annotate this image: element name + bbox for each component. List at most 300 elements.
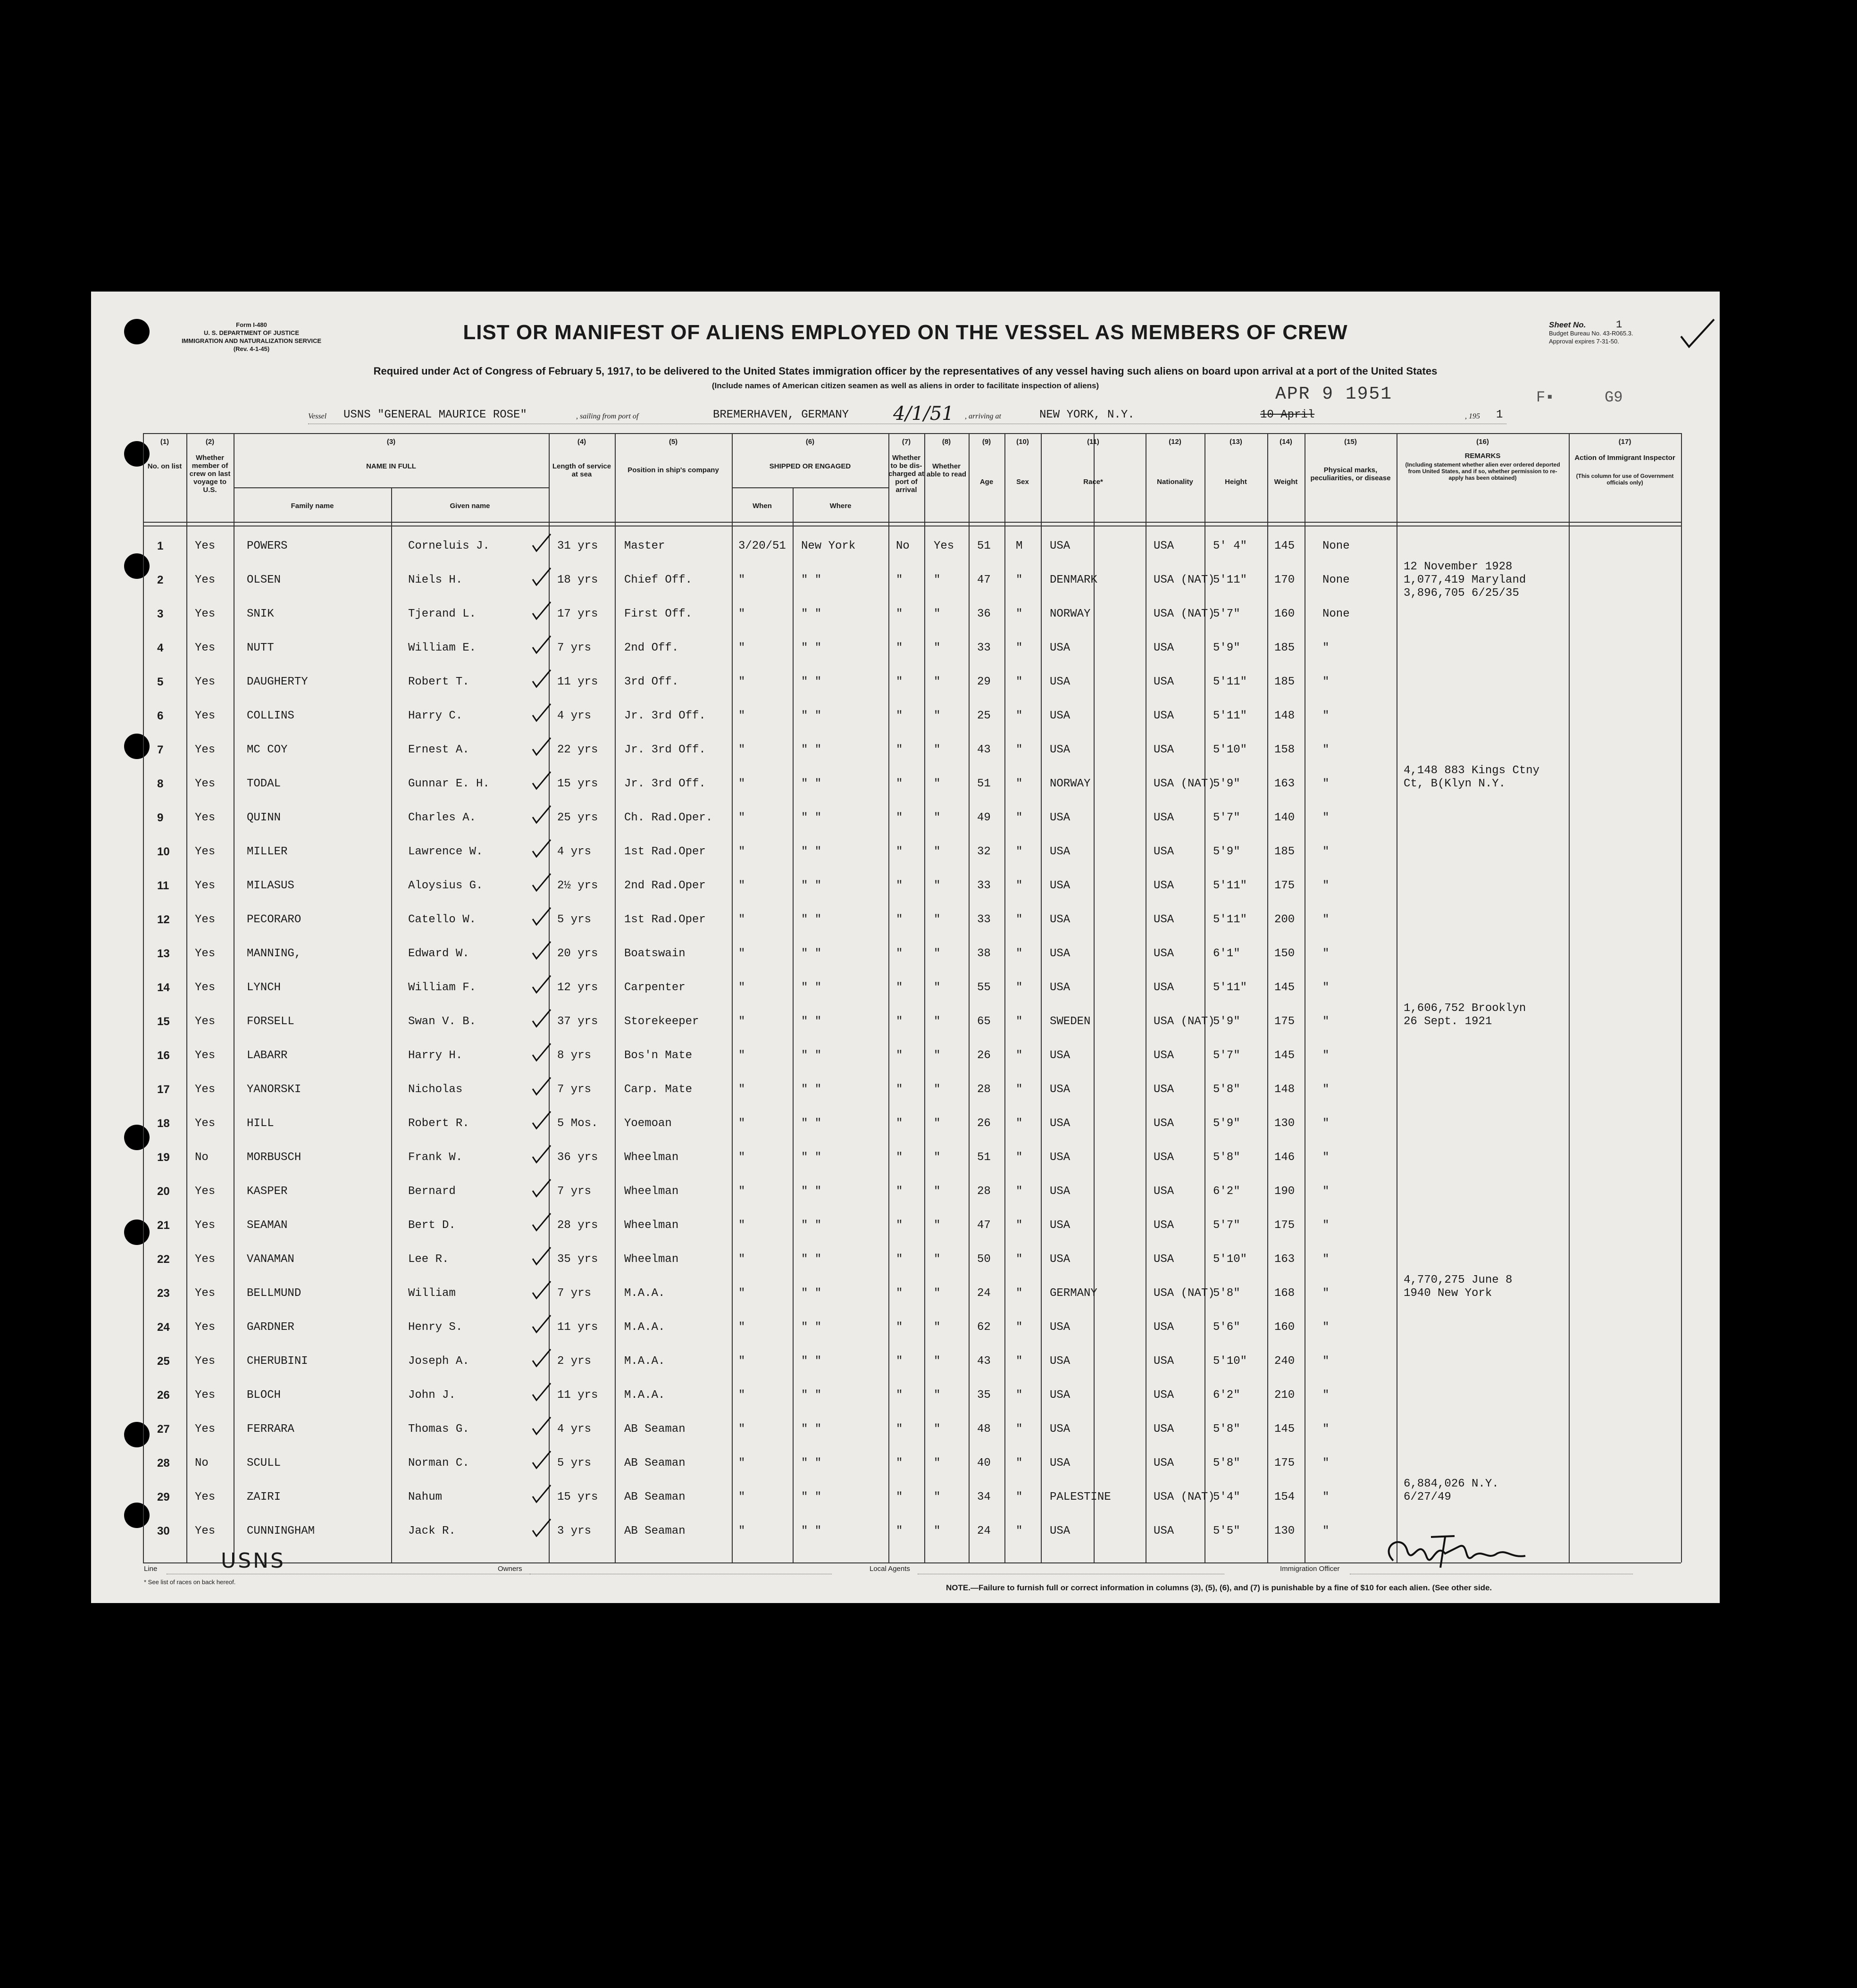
age-cell: 38	[977, 947, 991, 960]
weight-cell: 170	[1274, 574, 1295, 586]
check-mark-icon	[531, 1075, 552, 1096]
table-row	[143, 665, 1681, 698]
check-mark-icon	[531, 905, 552, 927]
position-cell: Jr. 3rd Off.	[624, 710, 706, 722]
row-number: 15	[157, 1015, 170, 1028]
when-cell: "	[738, 642, 745, 654]
check-mark-icon	[531, 1516, 552, 1538]
table-row	[143, 733, 1681, 766]
service-cell: 12 yrs	[557, 981, 598, 994]
nationality-cell: USA	[1154, 540, 1174, 552]
col-num-13: (13)	[1230, 438, 1242, 446]
race-cell: USA	[1050, 642, 1071, 654]
physical-marks-cell: "	[1322, 1151, 1330, 1164]
col-num-4: (4)	[577, 438, 586, 446]
col-num-10: (10)	[1016, 438, 1029, 446]
height-cell: 5'11"	[1213, 676, 1247, 688]
when-cell: "	[738, 777, 745, 790]
position-cell: M.A.A.	[624, 1389, 665, 1402]
where-cell: " "	[801, 981, 822, 994]
row-number: 5	[157, 676, 164, 688]
age-cell: 24	[977, 1525, 991, 1537]
physical-marks-cell: "	[1322, 811, 1330, 824]
check-mark-icon	[531, 973, 552, 994]
nationality-cell: USA	[1154, 1185, 1174, 1198]
given-name-cell: William E.	[408, 642, 477, 654]
table-row	[143, 631, 1681, 664]
check-mark-icon	[531, 1177, 552, 1198]
row-number: 2	[157, 574, 164, 586]
row-number: 16	[157, 1049, 170, 1062]
position-cell: First Off.	[624, 608, 693, 620]
nationality-cell: USA	[1154, 1423, 1174, 1436]
read-cell: "	[934, 1491, 941, 1504]
read-cell: "	[934, 845, 941, 858]
family-name-cell: GARDNER	[247, 1321, 294, 1334]
race-cell: USA	[1050, 879, 1071, 892]
service-cell: 7 yrs	[557, 1185, 592, 1198]
row-number: 24	[157, 1321, 170, 1334]
given-name-cell: John J.	[408, 1389, 456, 1402]
race-cell: USA	[1050, 1219, 1071, 1232]
height-cell: 5'6"	[1213, 1321, 1240, 1334]
height-cell: 5'7"	[1213, 811, 1240, 824]
remarks-entry	[1404, 1478, 1499, 1504]
check-mark-icon	[531, 599, 552, 621]
race-cell: USA	[1050, 1389, 1071, 1402]
sheet-info	[1549, 321, 1633, 345]
nationality-cell: USA	[1154, 642, 1174, 654]
height-cell: 5'8"	[1213, 1423, 1240, 1436]
sheet-number: 1	[1616, 319, 1623, 331]
position-cell: 3rd Off.	[624, 676, 679, 688]
check-mark-icon	[531, 1245, 552, 1266]
given-name-cell: Bert D.	[408, 1219, 456, 1232]
discharged-cell: "	[896, 608, 903, 620]
weight-cell: 130	[1274, 1117, 1295, 1130]
discharged-cell: "	[896, 1457, 903, 1470]
footer-note: NOTE.—Failure to furnish full or correct information in columns (3), (5), (6), and (7) is punishable by a fine of $10 for each alien. (See other side.	[946, 1583, 1492, 1592]
physical-marks-cell: "	[1322, 845, 1330, 858]
nationality-cell: USA (NAT)	[1154, 1015, 1215, 1028]
where-cell: " "	[801, 1083, 822, 1096]
given-name-cell: William F.	[408, 981, 477, 994]
service-cell: 4 yrs	[557, 710, 592, 722]
given-name-cell: Robert R.	[408, 1117, 469, 1130]
row-number: 30	[157, 1525, 170, 1537]
check-mark-icon	[531, 1109, 552, 1130]
position-cell: Jr. 3rd Off.	[624, 777, 706, 790]
height-cell: 5'11"	[1213, 574, 1247, 586]
age-cell: 50	[977, 1253, 991, 1266]
read-cell: "	[934, 1015, 941, 1028]
family-name-cell: MANNING,	[247, 947, 301, 960]
when-cell: "	[738, 1049, 745, 1062]
when-cell: "	[738, 574, 745, 586]
table-row	[143, 1175, 1681, 1208]
given-name-cell: Aloysius G.	[408, 879, 483, 892]
last-voyage-cell: Yes	[195, 1185, 216, 1198]
family-name-cell: YANORSKI	[247, 1083, 301, 1096]
remarks-line: 6,884,026 N.Y.	[1404, 1478, 1499, 1490]
read-cell: "	[934, 574, 941, 586]
header-family-name: Family name	[291, 502, 334, 510]
age-cell: 65	[977, 1015, 991, 1028]
footer-owners-underline	[530, 1574, 832, 1575]
when-cell: "	[738, 1117, 745, 1130]
discharged-cell: "	[896, 1049, 903, 1062]
check-mark-icon	[1679, 317, 1716, 351]
when-cell: "	[738, 1083, 745, 1096]
nationality-cell: USA (NAT)	[1154, 574, 1215, 586]
age-cell: 47	[977, 1219, 991, 1232]
family-name-cell: VANAMAN	[247, 1253, 294, 1266]
table-row	[143, 937, 1681, 970]
height-cell: 5'11"	[1213, 981, 1247, 994]
service-cell: 4 yrs	[557, 1423, 592, 1436]
service-cell: 3 yrs	[557, 1525, 592, 1537]
discharged-cell: "	[896, 1253, 903, 1266]
service-cell: 11 yrs	[557, 1321, 598, 1334]
given-name-cell: Nicholas	[408, 1083, 463, 1096]
crew-table	[143, 433, 1681, 1563]
read-cell: "	[934, 1457, 941, 1470]
race-cell: USA	[1050, 676, 1071, 688]
position-cell: 2nd Off.	[624, 642, 679, 654]
family-name-cell: MILASUS	[247, 879, 294, 892]
row-number: 4	[157, 642, 164, 654]
race-cell: USA	[1050, 1185, 1071, 1198]
nationality-cell: USA (NAT)	[1154, 777, 1215, 790]
height-cell: 5'7"	[1213, 1049, 1240, 1062]
where-cell: " "	[801, 1185, 822, 1198]
nationality-cell: USA	[1154, 743, 1174, 756]
family-name-cell: POWERS	[247, 540, 288, 552]
read-cell: "	[934, 1151, 941, 1164]
given-name-cell: Thomas G.	[408, 1423, 469, 1436]
race-cell: USA	[1050, 811, 1071, 824]
weight-cell: 163	[1274, 1253, 1295, 1266]
given-name-cell: William	[408, 1287, 456, 1300]
position-cell: Storekeeper	[624, 1015, 699, 1028]
col-num-8: (8)	[942, 438, 951, 446]
weight-cell: 190	[1274, 1185, 1295, 1198]
where-cell: " "	[801, 1525, 822, 1537]
required-statement: Required under Act of Congress of February 5, 1917, to be delivered to the United States immigration officer by the representatives of any vessel having such aliens on board upon arrival at a port of the United States	[373, 365, 1438, 377]
family-name-cell: HILL	[247, 1117, 274, 1130]
sex-cell: "	[1016, 1185, 1023, 1198]
last-voyage-cell: Yes	[195, 1423, 216, 1436]
height-cell: 5'8"	[1213, 1083, 1240, 1096]
family-name-cell: MILLER	[247, 845, 288, 858]
last-voyage-cell: Yes	[195, 1287, 216, 1300]
read-cell: "	[934, 981, 941, 994]
remarks-line: 6/27/49	[1404, 1491, 1451, 1504]
family-name-cell: QUINN	[247, 811, 281, 824]
where-cell: " "	[801, 1049, 822, 1062]
weight-cell: 146	[1274, 1151, 1295, 1164]
row-number: 22	[157, 1253, 170, 1266]
nationality-cell: USA	[1154, 676, 1174, 688]
read-cell: "	[934, 676, 941, 688]
age-cell: 33	[977, 913, 991, 926]
race-cell: NORWAY	[1050, 777, 1091, 790]
physical-marks-cell: "	[1322, 1253, 1330, 1266]
discharged-cell: "	[896, 642, 903, 654]
check-mark-icon	[531, 1312, 552, 1334]
nationality-cell: USA (NAT)	[1154, 1491, 1215, 1504]
position-cell: Boatswain	[624, 947, 686, 960]
nationality-cell: USA (NAT)	[1154, 608, 1215, 620]
family-name-cell: CHERUBINI	[247, 1355, 308, 1368]
last-voyage-cell: Yes	[195, 540, 216, 552]
service-cell: 8 yrs	[557, 1049, 592, 1062]
approval-expiry: Approval expires 7-31-50.	[1549, 338, 1619, 345]
physical-marks-cell: "	[1322, 1219, 1330, 1232]
weight-cell: 130	[1274, 1525, 1295, 1537]
check-mark-icon	[531, 1482, 552, 1504]
vessel-label: Vessel	[308, 412, 327, 420]
weight-cell: 200	[1274, 913, 1295, 926]
height-cell: 5'10"	[1213, 743, 1247, 756]
service-cell: 20 yrs	[557, 947, 598, 960]
given-name-cell: Bernard	[408, 1185, 456, 1198]
age-cell: 51	[977, 1151, 991, 1164]
height-cell: 5'10"	[1213, 1253, 1247, 1266]
nationality-cell: USA	[1154, 1457, 1174, 1470]
read-cell: "	[934, 608, 941, 620]
service-cell: 37 yrs	[557, 1015, 598, 1028]
when-cell: "	[738, 1355, 745, 1368]
race-cell: USA	[1050, 1117, 1071, 1130]
table-row	[143, 1107, 1681, 1140]
arriving-label: , arriving at	[965, 412, 1001, 420]
height-cell: 5'9"	[1213, 777, 1240, 790]
sex-cell: "	[1016, 1389, 1023, 1402]
last-voyage-cell: No	[195, 1457, 209, 1470]
col-num-16: (16)	[1476, 438, 1489, 446]
last-voyage-cell: Yes	[195, 1321, 216, 1334]
given-name-cell: Norman C.	[408, 1457, 469, 1470]
header-action: Action of Immigrant Inspector	[1574, 454, 1675, 462]
header-weight: Weight	[1274, 478, 1298, 486]
weight-cell: 240	[1274, 1355, 1295, 1368]
sex-cell: M	[1016, 540, 1023, 552]
last-voyage-cell: Yes	[195, 676, 216, 688]
weight-cell: 154	[1274, 1491, 1295, 1504]
service-cell: 5 yrs	[557, 1457, 592, 1470]
weight-cell: 145	[1274, 1423, 1295, 1436]
remarks-entry	[1404, 1002, 1526, 1028]
last-voyage-cell: Yes	[195, 710, 216, 722]
year-digit: 1	[1496, 409, 1503, 421]
year-label: , 195	[1465, 412, 1480, 420]
budget-bureau: Budget Bureau No. 43-R065.3.	[1549, 330, 1633, 337]
header-height: Height	[1225, 478, 1247, 486]
table-row	[143, 1243, 1681, 1276]
where-cell: " "	[801, 1253, 822, 1266]
read-cell: "	[934, 811, 941, 824]
physical-marks-cell: "	[1322, 981, 1330, 994]
weight-cell: 168	[1274, 1287, 1295, 1300]
row-number: 28	[157, 1457, 170, 1470]
physical-marks-cell: "	[1322, 777, 1330, 790]
sex-cell: "	[1016, 710, 1023, 722]
where-cell: " "	[801, 1015, 822, 1028]
weight-cell: 145	[1274, 1049, 1295, 1062]
when-cell: "	[738, 1457, 745, 1470]
row-number: 6	[157, 710, 164, 722]
family-name-cell: LABARR	[247, 1049, 288, 1062]
col-num-3: (3)	[386, 438, 396, 446]
family-name-cell: MORBUSCH	[247, 1151, 301, 1164]
last-voyage-cell: Yes	[195, 743, 216, 756]
physical-marks-cell: "	[1322, 1491, 1330, 1504]
race-cell: USA	[1050, 1083, 1071, 1096]
height-cell: 5' 4"	[1213, 540, 1247, 552]
row-number: 13	[157, 947, 170, 960]
footnote-races: * See list of races on back hereof.	[144, 1579, 236, 1586]
given-name-cell: Robert T.	[408, 676, 469, 688]
discharged-cell: "	[896, 574, 903, 586]
weight-cell: 185	[1274, 676, 1295, 688]
race-cell: USA	[1050, 1321, 1071, 1334]
col-num-9: (9)	[982, 438, 991, 446]
discharged-cell: No	[896, 540, 910, 552]
where-cell: " "	[801, 777, 822, 790]
height-cell: 5'8"	[1213, 1457, 1240, 1470]
footer-agents-label: Local Agents	[870, 1565, 910, 1573]
age-cell: 47	[977, 574, 991, 586]
service-cell: 22 yrs	[557, 743, 598, 756]
table-row	[143, 1412, 1681, 1445]
discharged-cell: "	[896, 947, 903, 960]
given-name-cell: Catello W.	[408, 913, 477, 926]
sex-cell: "	[1016, 1491, 1023, 1504]
header-given-name: Given name	[450, 502, 490, 510]
remarks-entry	[1404, 1274, 1512, 1300]
last-voyage-cell: Yes	[195, 1253, 216, 1266]
col-num-5: (5)	[669, 438, 678, 446]
position-cell: Master	[624, 540, 665, 552]
sex-cell: "	[1016, 676, 1023, 688]
table-row	[143, 1039, 1681, 1072]
check-mark-icon	[531, 565, 552, 587]
service-cell: 2 yrs	[557, 1355, 592, 1368]
footer-line-underline	[167, 1574, 582, 1575]
read-cell: "	[934, 1355, 941, 1368]
physical-marks-cell: "	[1322, 1287, 1330, 1300]
last-voyage-cell: Yes	[195, 811, 216, 824]
where-cell: " "	[801, 1491, 822, 1504]
table-row	[143, 1311, 1681, 1344]
family-name-cell: SNIK	[247, 608, 274, 620]
service-cell: 11 yrs	[557, 676, 598, 688]
header-last-voyage: Whether member of crew on last voyage to U.S.	[189, 454, 231, 494]
sheet-label: Sheet No.	[1549, 320, 1586, 329]
position-cell: AB Seaman	[624, 1457, 686, 1470]
family-name-cell: DAUGHERTY	[247, 676, 308, 688]
physical-marks-cell: "	[1322, 1083, 1330, 1096]
nationality-cell: USA (NAT)	[1154, 1287, 1215, 1300]
check-mark-icon	[531, 633, 552, 655]
family-name-cell: CUNNINGHAM	[247, 1525, 315, 1537]
check-mark-icon	[531, 837, 552, 859]
family-name-cell: TODAL	[247, 777, 281, 790]
when-cell: "	[738, 1389, 745, 1402]
when-cell: "	[738, 1491, 745, 1504]
where-cell: " "	[801, 845, 822, 858]
sex-cell: "	[1016, 1355, 1023, 1368]
given-name-cell: Swan V. B.	[408, 1015, 477, 1028]
header-nationality: Nationality	[1157, 478, 1193, 486]
nationality-cell: USA	[1154, 879, 1174, 892]
sex-cell: "	[1016, 1219, 1023, 1232]
read-cell: "	[934, 710, 941, 722]
check-mark-icon	[531, 1448, 552, 1470]
when-cell: "	[738, 1423, 745, 1436]
table-row	[143, 1378, 1681, 1412]
col-num-7: (7)	[902, 438, 911, 446]
row-number: 8	[157, 777, 164, 790]
nationality-cell: USA	[1154, 1389, 1174, 1402]
sex-cell: "	[1016, 913, 1023, 926]
row-number: 27	[157, 1423, 170, 1436]
age-cell: 24	[977, 1287, 991, 1300]
where-cell: " "	[801, 1287, 822, 1300]
nationality-cell: USA	[1154, 1355, 1174, 1368]
check-mark-icon	[531, 939, 552, 961]
physical-marks-cell: "	[1322, 913, 1330, 926]
col-num-11: (11)	[1087, 438, 1099, 446]
col-num-2: (2)	[205, 438, 215, 446]
stamp-mark-faint: F▪	[1536, 389, 1555, 406]
remarks-entry	[1404, 560, 1526, 600]
remarks-line: Ct, B(Klyn N.Y.	[1404, 777, 1506, 790]
sex-cell: "	[1016, 574, 1023, 586]
race-cell: GERMANY	[1050, 1287, 1097, 1300]
where-cell: " "	[801, 811, 822, 824]
table-row	[143, 869, 1681, 902]
table-row	[143, 1209, 1681, 1242]
race-cell: USA	[1050, 1355, 1071, 1368]
when-cell: "	[738, 811, 745, 824]
physical-marks-cell: "	[1322, 1185, 1330, 1198]
race-cell: PALESTINE	[1050, 1491, 1111, 1504]
position-cell: Bos'n Mate	[624, 1049, 693, 1062]
table-row	[143, 971, 1681, 1004]
family-name-cell: FORSELL	[247, 1015, 294, 1028]
row-number: 9	[157, 811, 164, 824]
nationality-cell: USA	[1154, 981, 1174, 994]
last-voyage-cell: Yes	[195, 777, 216, 790]
check-mark-icon	[531, 1278, 552, 1300]
position-cell: 2nd Rad.Oper	[624, 879, 706, 892]
discharged-cell: "	[896, 1525, 903, 1537]
weight-cell: 150	[1274, 947, 1295, 960]
read-cell: "	[934, 1083, 941, 1096]
remarks-line: 1940 New York	[1404, 1287, 1492, 1300]
when-cell: "	[738, 1219, 745, 1232]
weight-cell: 160	[1274, 1321, 1295, 1334]
age-cell: 26	[977, 1049, 991, 1062]
when-cell: "	[738, 913, 745, 926]
physical-marks-cell: "	[1322, 1423, 1330, 1436]
sex-cell: "	[1016, 879, 1023, 892]
given-name-cell: Charles A.	[408, 811, 477, 824]
discharged-cell: "	[896, 913, 903, 926]
check-mark-icon	[531, 1041, 552, 1062]
